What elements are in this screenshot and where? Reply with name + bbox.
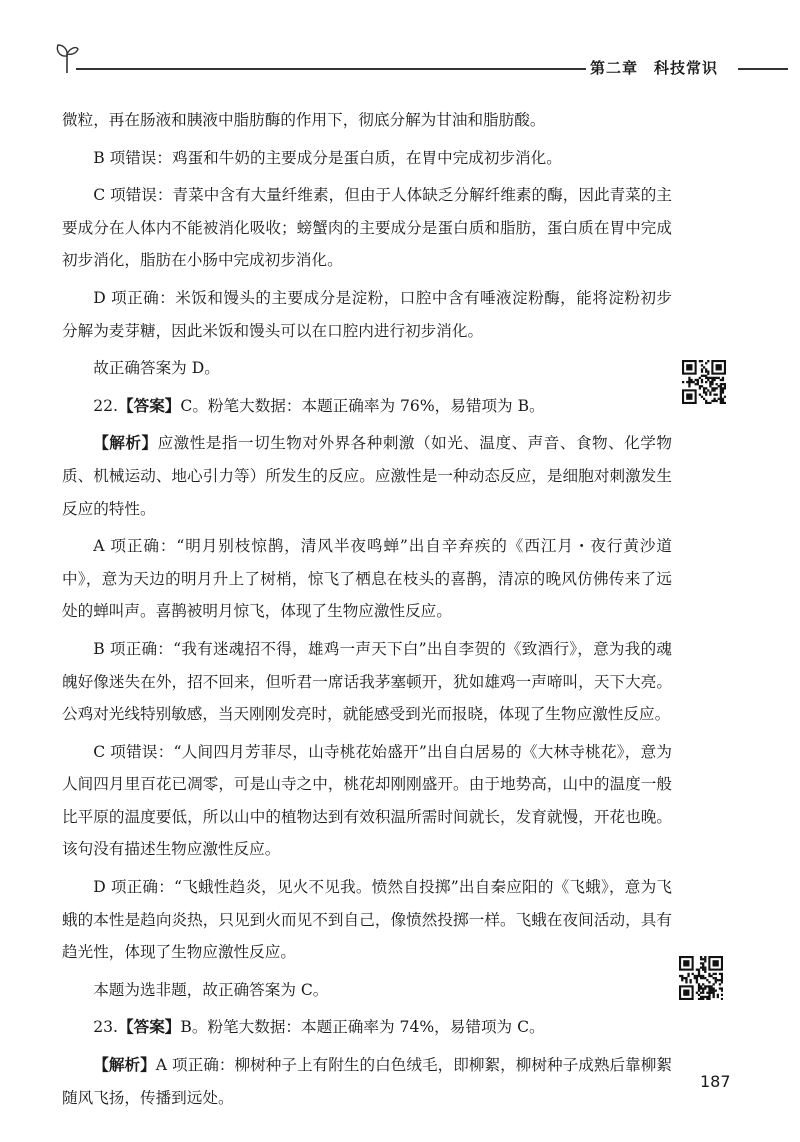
chapter-label: 第二章 — [590, 59, 639, 77]
text-run: B 项错误：鸡蛋和牛奶的主要成分是蛋白质，在胃中完成初步消化。 — [93, 148, 562, 167]
text-run: A 项正确：“明月别枝惊鹊，清风半夜鸣蝉”出自辛弃疾的《西江月・夜行黄沙道中》，意为天边的明月升上了树梢，惊飞了栖息在枝头的喜鹊，清凉的晚风仿佛传来了远处的蝉叫声。喜鹊被明月惊飞，体现了生物应激性反应。 — [62, 537, 672, 621]
section-label: 科技常识 — [654, 59, 719, 77]
paragraph-p8 — [62, 530, 672, 628]
paragraph-p12 — [62, 974, 672, 1007]
text-run: 微粒，再在肠液和胰液中脂肪酶的作用下，彻底分解为甘油和脂肪酸。 — [62, 111, 546, 129]
label-tag: 【解析】 — [93, 434, 158, 453]
paragraph-p2 — [62, 142, 672, 175]
text-run: D 项正确：米饭和馒头的主要成分是淀粉，口腔中含有唾液淀粉酶，能将淀粉初步分解为麦芽糖，因此米饭和馒头可以在口腔内进行初步消化。 — [62, 288, 672, 340]
paragraph-p3 — [62, 179, 672, 277]
text-run: 故正确答案为 D。 — [93, 359, 220, 378]
text-run: B 项正确：“我有迷魂招不得，雄鸡一声天下白”出自李贺的《致酒行》，意为我的魂魄好像迷失在外，招不回来，但听君一席话我茅塞顿开，犹如雄鸡一声啼叫，天下大亮。公鸡对光线特别敏感，当天刚刚发亮时，就能感受到光而报晓，体现了生物应激性反应。 — [62, 639, 672, 724]
text-run: D 项正确：“飞蛾性趋炎，见火不见我。愤然自投掷”出自秦应阳的《飞蛾》，意为飞蛾的本性是趋向炎热，只见到火而见不到自己，像愤然投掷一样。飞蛾在夜间活动，具有趋光性，体现了生物应激性反应。 — [62, 878, 672, 962]
page-header — [0, 0, 800, 90]
paragraph-p14 — [62, 1049, 672, 1114]
text-run: A 项正确：柳树种子上有附生的白色绒毛，即柳絮，柳树种子成熟后靠柳絮随风飞扬，传播到远处。 — [62, 1056, 672, 1107]
header-rule-right — [738, 68, 788, 70]
paragraph-p13 — [62, 1011, 672, 1044]
text-run: C。粉笔大数据：本题正确率为 76%，易错项为 B。 — [180, 396, 545, 415]
label-tag: 【解析】 — [93, 1056, 156, 1075]
paragraph-p5 — [62, 352, 672, 385]
page-number: 187 — [700, 1072, 731, 1091]
qr-code-icon[interactable] — [682, 360, 726, 404]
text-run: C 项错误：“人间四月芳菲尽，山寺桃花始盛开”出自白居易的《大林寺桃花》，意为人间四月里百花已凋零，可是山寺之中，桃花却刚刚盛开。由于地势高，山中的温度一般比平原的温度要低，所以山中的植物达到有效积温所需时间就长，发育就慢，开花也晚。该句没有描述生物应激性反应。 — [62, 742, 672, 859]
text-run: 本题为选非题，故正确答案为 C。 — [93, 980, 329, 999]
text-run: B。粉笔大数据：本题正确率为 74%，易错项为 C。 — [180, 1018, 545, 1037]
page-body — [62, 104, 672, 1114]
text-run: 22. — [93, 396, 118, 415]
paragraph-p1 — [62, 104, 672, 137]
paragraph-p4 — [62, 282, 672, 347]
text-run: C 项错误：青菜中含有大量纤维素，但由于人体缺乏分解纤维素的酶，因此青菜的主要成分在人体内不能被消化吸收；螃蟹肉的主要成分是蛋白质和脂肪，蛋白质在胃中完成初步消化，脂肪在小肠中完成初步消化。 — [62, 186, 672, 270]
header-rule — [76, 68, 586, 70]
paragraph-p10 — [62, 736, 672, 866]
label-tag: 【答案】 — [118, 396, 181, 415]
paragraph-p6 — [62, 390, 672, 423]
paragraph-p7 — [62, 427, 672, 525]
text-run: 应激性是指一切生物对外界各种刺激（如光、温度、声音、食物、化学物质、机械运动、地心引力等）所发生的反应。应激性是一种动态反应，是细胞对刺激发生反应的特性。 — [62, 434, 672, 518]
qr-code-icon[interactable] — [679, 956, 723, 1000]
text-run: 23. — [93, 1018, 118, 1037]
paragraph-p9 — [62, 633, 672, 731]
chapter-title — [590, 57, 740, 78]
paragraph-p11 — [62, 871, 672, 969]
label-tag: 【答案】 — [118, 1018, 181, 1037]
